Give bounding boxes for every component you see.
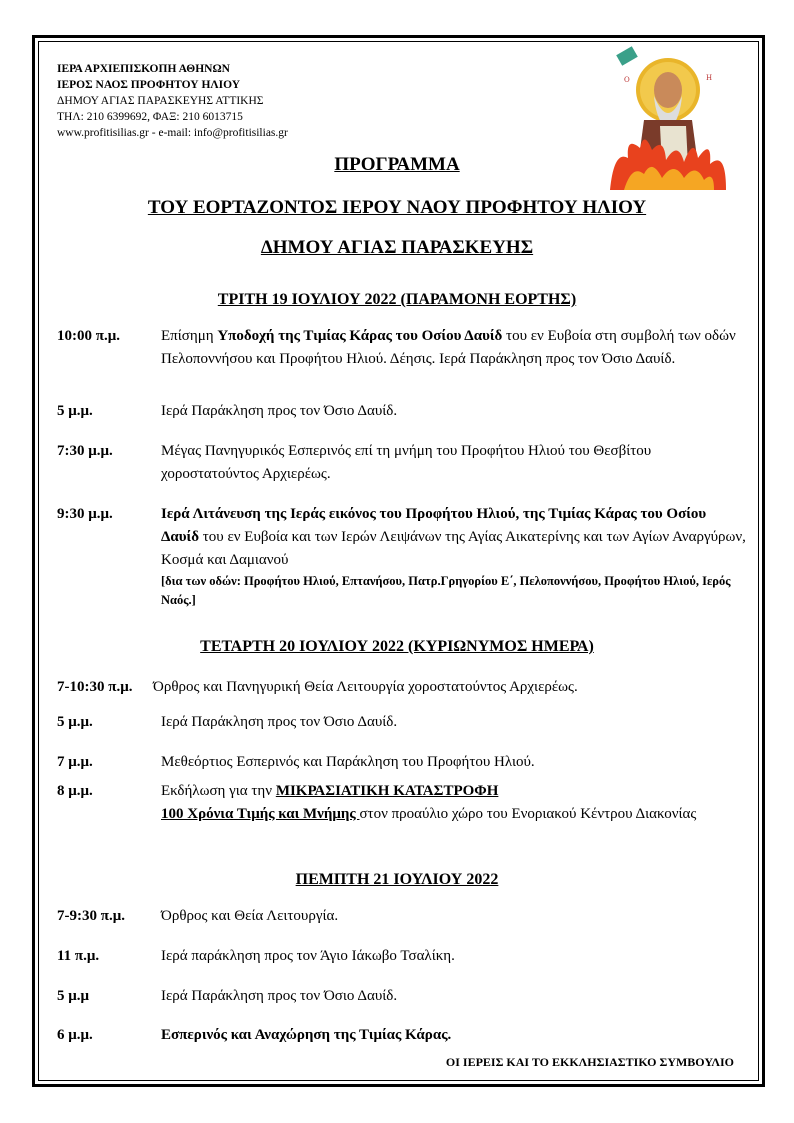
signature: ΟΙ ΙΕΡΕΙΣ ΚΑΙ ΤΟ ΕΚΚΛΗΣΙΑΣΤΙΚΟ ΣΥΜΒΟΥΛΙΟ <box>445 1055 734 1069</box>
event-description: Επίσημη Υποδοχή της Τιμίας Κάρας του Οσίου Δαυίδ του εν Ευβοία στη συμβολή των οδών Πελοποννήσου και Προφήτου Ηλιού. Δέησις. Ιερά Παράκληση προς τον Όσιο Δαυίδ. <box>161 328 736 367</box>
event-time: 7-10:30 π.μ. <box>57 679 133 695</box>
day-heading-tuesday: ΤΡΙΤΗ 19 ΙΟΥΛΙΟΥ 2022 (ΠΑΡΑΜΟΝΗ ΕΟΡΤΗΣ) <box>217 291 577 308</box>
event-time: 5 μ.μ. <box>57 714 93 730</box>
event-row <box>57 905 747 928</box>
event-subtitle-memory: 100 Χρόνια Τιμής και Μνήμης <box>161 806 360 822</box>
event-description: Όρθρος και Θεία Λειτουργία. <box>161 908 339 924</box>
event-description: Ιερά Παράκληση προς τον Όσιο Δαυίδ. <box>161 714 398 730</box>
event-description: Εκδήλωση για την ΜΙΚΡΑΣΙΑΤΙΚΗ ΚΑΤΑΣΤΡΟΦΗ 100 Χρόνια Τιμής και Μνήμης στον προαύλιο χώρο του Ενοριακού Κέντρου Διακονίας <box>161 783 697 822</box>
header-church: ΙΕΡΟΣ ΝΑΟΣ ΠΡΟΦΗΤΟΥ ΗΛΙΟΥ <box>57 79 241 91</box>
day-heading-thursday: ΠΕΜΠΤΗ 21 ΙΟΥΛΙΟΥ 2022 <box>295 871 499 888</box>
day-heading-wednesday: ΤΕΤΑΡΤΗ 20 ΙΟΥΛΙΟΥ 2022 (ΚΥΡΙΩΝΥΜΟΣ ΗΜΕΡΑ) <box>200 638 594 655</box>
event-description: Ιερά Παράκληση προς τον Όσιο Δαυίδ. <box>161 403 398 419</box>
event-row <box>57 751 747 774</box>
event-description: Μέγας Πανηγυρικός Εσπερινός επί τη μνήμη του Προφήτου Ηλιού του Θεσβίτου χοροστατούντος Αρχιερέως. <box>161 443 652 482</box>
event-time: 5 μ.μ <box>57 988 90 1004</box>
event-row <box>57 325 747 371</box>
event-time: 7:30 μ.μ. <box>57 443 113 459</box>
event-time: 5 μ.μ. <box>57 403 93 419</box>
title-church: ΤΟΥ ΕΟΡΤΑΖΟΝΤΟΣ ΙΕΡΟΥ ΝΑΟΥ ΠΡΟΦΗΤΟΥ ΗΛΙΟΥ <box>147 197 647 218</box>
event-description: Ιερά παράκληση προς τον Άγιο Ιάκωβο Τσαλίκη. <box>161 948 455 964</box>
event-time: 7 μ.μ. <box>57 754 93 770</box>
event-time: 8 μ.μ. <box>57 783 93 799</box>
header-municipality: ΔΗΜΟΥ ΑΓΙΑΣ ΠΑΡΑΣΚΕΥΗΣ ΑΤΤΙΚΗΣ <box>57 95 264 107</box>
event-row <box>57 985 747 1008</box>
header-archdiocese: ΙΕΡΑ ΑΡΧΙΕΠΙΣΚΟΠΗ ΑΘΗΝΩΝ <box>57 63 230 75</box>
event-time: 6 μ.μ. <box>57 1027 93 1043</box>
event-description: Ιερά Παράκληση προς τον Όσιο Δαυίδ. <box>161 988 398 1004</box>
event-row <box>57 1024 747 1047</box>
procession-route-note: [δια των οδών: Προφήτου Ηλιού, Επτανήσου, Πατρ.Γρηγορίου Ε΄, Πελοποννήσου, Προφήτου Ηλιού, Ιερός Ναός.] <box>161 574 731 607</box>
event-row <box>57 711 747 734</box>
event-row <box>57 503 747 610</box>
header-web: www.profitisilias.gr - e-mail: info@profitisilias.gr <box>57 127 288 139</box>
header-phone: ΤΗΛ: 210 6399692, ΦΑΞ: 210 6013715 <box>57 111 243 123</box>
svg-text:Η: Η <box>706 74 713 82</box>
event-time: 7-9:30 π.μ. <box>57 908 125 924</box>
event-row <box>57 676 747 699</box>
svg-text:Ο: Ο <box>624 76 630 84</box>
parish-header <box>57 61 288 141</box>
event-description: Ιερά Λιτάνευση της Ιεράς εικόνος του Προφήτου Ηλιού, της Τιμίας Κάρας του Οσίου Δαυίδ του εν Ευβοία και των Ιερών Λειψάνων της Αγίας Αικατερίνης και των Αγίων Αναργύρων, Κοσμά και Δαμιανού [δια των οδών: Προφήτου Ηλιού, Επτανήσου, Πατρ.Γρηγορίου Ε΄, Πελοποννήσου, Προφήτου Ηλιού, Ιερός Ναός.] <box>161 503 747 610</box>
event-time: 10:00 π.μ. <box>57 328 120 344</box>
event-title-asia-minor: ΜΙΚΡΑΣΙΑΤΙΚΗ ΚΑΤΑΣΤΡΟΦΗ <box>275 783 499 799</box>
event-row <box>57 440 747 486</box>
event-row <box>57 400 747 423</box>
event-description: Μεθεόρτιος Εσπερινός και Παράκληση του Προφήτου Ηλιού. <box>161 754 535 770</box>
event-time: 11 π.μ. <box>57 948 100 964</box>
title-municipality: ΔΗΜΟΥ ΑΓΙΑΣ ΠΑΡΑΣΚΕΥΗΣ <box>260 237 534 258</box>
title-program: ΠΡΟΓΡΑΜΜΑ <box>334 154 460 175</box>
event-time: 9:30 μ.μ. <box>57 506 113 522</box>
event-description: Όρθρος και Πανηγυρική Θεία Λειτουργία χοροστατούντος Αρχιερέως. <box>153 679 578 695</box>
event-row <box>57 945 747 968</box>
event-description: Εσπερινός και Αναχώρηση της Τιμίας Κάρας. <box>161 1027 452 1043</box>
event-row <box>57 780 747 826</box>
